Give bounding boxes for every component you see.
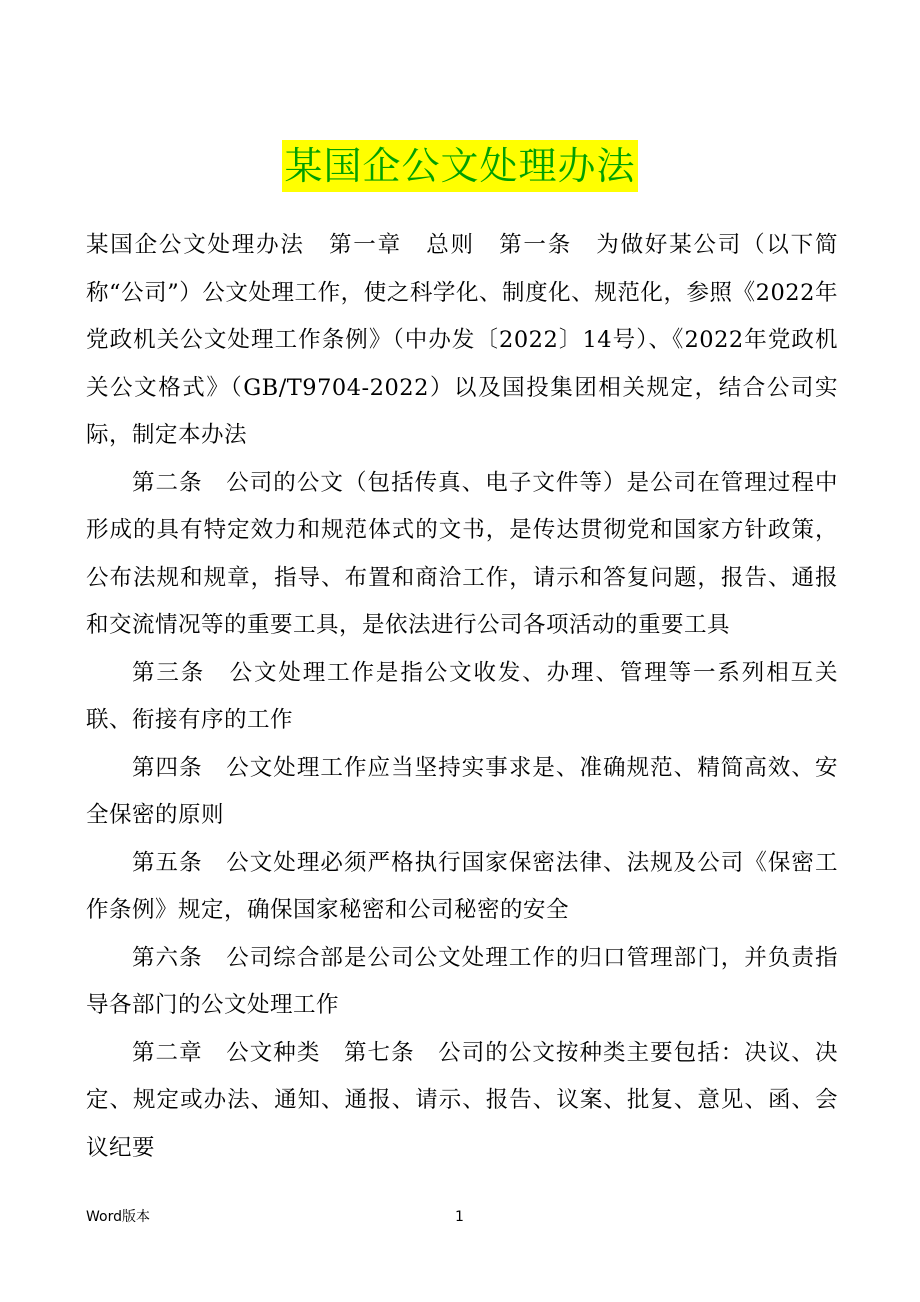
page-number: 1 xyxy=(455,1209,464,1225)
paragraph-4: 第四条 公文处理工作应当坚持实事求是、准确规范、精简高效、安全保密的原则 xyxy=(86,754,838,828)
paragraph-7: 第二章 公文种类 第七条 公司的公文按种类主要包括：决议、决定、规定或办法、通知、通报、请示、报告、议案、批复、意见、函、会议纪要 xyxy=(86,1039,838,1161)
paragraph-3: 第三条 公文处理工作是指公文收发、办理、管理等一系列相互关联、衔接有序的工作 xyxy=(86,659,838,733)
document-title: 某国企公文处理办法 xyxy=(282,140,637,192)
document-body xyxy=(86,222,838,1172)
footer-label: Word版本 xyxy=(86,1209,150,1225)
paragraph-2: 第二条 公司的公文（包括传真、电子文件等）是公司在管理过程中形成的具有特定效力和规范体式的文书，是传达贯彻党和国家方针政策，公布法规和规章，指导、布置和商洽工作，请示和答复问题，报告、通报和交流情况等的重要工具，是依法进行公司各项活动的重要工具 xyxy=(86,469,838,638)
title-container xyxy=(0,140,920,192)
paragraph-1: 某国企公文处理办法 第一章 总则 第一条 为做好某公司（以下简称“公司”）公文处理工作，使之科学化、制度化、规范化，参照《2022年党政机关公文处理工作条例》（中办发〔2022〕14号）、《2022年党政机关公文格式》（GB/T9704-2022）以及国投集团相关规定，结合公司实际，制定本办法 xyxy=(86,232,838,448)
paragraph-5: 第五条 公文处理必须严格执行国家保密法律、法规及公司《保密工作条例》规定，确保国家秘密和公司秘密的安全 xyxy=(86,849,838,923)
paragraph-6: 第六条 公司综合部是公司公文处理工作的归口管理部门，并负责指导各部门的公文处理工作 xyxy=(86,944,838,1018)
